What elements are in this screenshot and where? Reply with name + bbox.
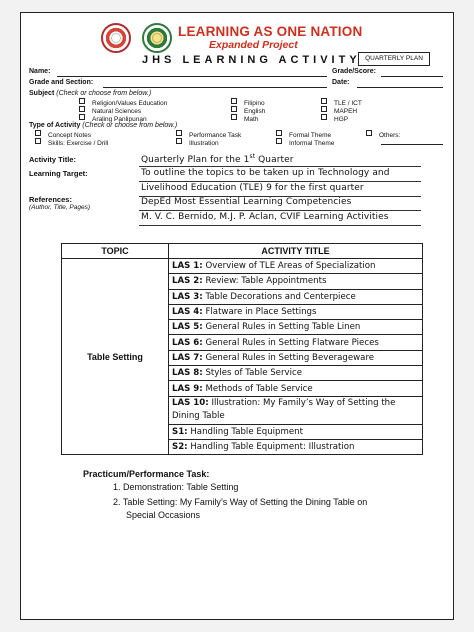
- activity-cell: LAS 8: Styles of Table Service: [169, 366, 423, 381]
- subject-label: Subject (Check or choose from below.): [29, 90, 152, 97]
- activity-title-label: Activity Title:: [29, 155, 76, 164]
- others-field[interactable]: [381, 144, 443, 145]
- type-illustration-checkbox[interactable]: Illustration: [176, 138, 219, 147]
- references-line1: DepEd Most Essential Learning Competencies: [141, 197, 352, 207]
- practicum-item-2-line1: 2. Table Setting: My Family’s Way of Setting the Dining Table on: [113, 497, 368, 507]
- activity-cell: S1: Handling Table Equipment: [169, 424, 423, 439]
- name-field[interactable]: [57, 76, 327, 77]
- type-concept-notes-checkbox[interactable]: Concept Notes: [35, 130, 91, 139]
- references-label: References:: [29, 195, 72, 204]
- subject-filipino-checkbox[interactable]: Filipino: [231, 98, 265, 107]
- brand-subtitle: Expanded Project: [209, 39, 298, 51]
- references-hint: (Author, Title, Pages): [29, 204, 90, 211]
- activity-cell: LAS 3: Table Decorations and Centerpiece: [169, 289, 423, 304]
- practicum-item-2-line2: Special Occasions: [126, 510, 201, 520]
- activity-column-header: ACTIVITY TITLE: [169, 244, 423, 259]
- quarterly-plan-badge: QUARTERLY PLAN: [358, 52, 430, 66]
- table-header-row: [62, 244, 423, 259]
- activity-cell: LAS 7: General Rules in Setting Beverageware: [169, 350, 423, 365]
- grade-score-label: Grade/Score:: [332, 68, 376, 75]
- activity-table: [61, 243, 423, 455]
- subject-hgp-checkbox[interactable]: HGP: [321, 114, 348, 123]
- activity-cell: LAS 10: Illustration: My Family’s Way of Setting the Dining Table: [169, 396, 423, 424]
- learning-target-line1: To outline the topics to be taken up in Technology and: [141, 168, 390, 178]
- subject-mapeh-checkbox[interactable]: MAPEH: [321, 106, 357, 115]
- learning-target-underline-1: [139, 181, 421, 182]
- type-label: Type of Activity (Check or choose from below.): [29, 122, 178, 129]
- type-performance-task-checkbox[interactable]: Performance Task: [176, 130, 241, 139]
- activity-title-line: [139, 166, 421, 167]
- activity-cell: S2: Handling Table Equipment: Illustration: [169, 439, 423, 454]
- references-line2: M. V. C. Bernido, M.J. P. Aclan, CVIF Learning Activities: [141, 212, 389, 222]
- learning-target-line2: Livelihood Education (TLE) 9 for the first quarter: [141, 183, 364, 193]
- references-underline-1: [139, 210, 421, 211]
- activity-cell: LAS 5: General Rules in Setting Table Linen: [169, 320, 423, 335]
- grade-section-label: Grade and Section:: [29, 79, 94, 86]
- activity-title-value: Quarterly Plan for the 1st Quarter: [141, 153, 294, 165]
- type-skills-checkbox[interactable]: Skills: Exercise / Drill: [35, 138, 108, 147]
- practicum-item-1: 1. Demonstration: Table Setting: [113, 482, 239, 492]
- activity-cell: LAS 9: Methods of Table Service: [169, 381, 423, 396]
- topic-column-header: TOPIC: [62, 244, 169, 259]
- topic-cell: Table Setting: [62, 259, 169, 455]
- date-label: Date:: [332, 79, 350, 86]
- activity-cell: LAS 4: Flatware in Place Settings: [169, 304, 423, 319]
- activity-cell: LAS 2: Review: Table Appointments: [169, 274, 423, 289]
- activity-cell: LAS 1: Overview of TLE Areas of Specialization: [169, 259, 423, 274]
- deped-seal-logo: [101, 23, 131, 53]
- references-underline-2: [139, 225, 421, 226]
- subject-math-checkbox[interactable]: Math: [231, 114, 258, 123]
- name-label: Name:: [29, 68, 51, 75]
- type-informal-theme-checkbox[interactable]: Informal Theme: [276, 138, 334, 147]
- learning-activity-sheet: [20, 12, 454, 620]
- activity-cell: LAS 6: General Rules in Setting Flatware Pieces: [169, 335, 423, 350]
- subject-religion-checkbox[interactable]: Religion/Values Education: [79, 98, 167, 107]
- grade-score-field[interactable]: [381, 76, 443, 77]
- subject-tle-checkbox[interactable]: TLE / ICT: [321, 98, 362, 107]
- date-field[interactable]: [357, 87, 443, 88]
- grade-section-field[interactable]: [103, 87, 327, 88]
- subject-ap-checkbox[interactable]: Araling Panlipunan: [79, 114, 147, 123]
- school-seal-logo: [142, 23, 172, 53]
- type-formal-theme-checkbox[interactable]: Formal Theme: [276, 130, 331, 139]
- subject-science-checkbox[interactable]: Natural Sciences: [79, 106, 141, 115]
- practicum-title: Practicum/Performance Task:: [83, 469, 210, 479]
- page-title: JHS LEARNING ACTIVITY: [142, 54, 361, 66]
- table-row: [62, 259, 423, 274]
- type-others-checkbox[interactable]: Others:: [366, 130, 400, 139]
- subject-english-checkbox[interactable]: English: [231, 106, 265, 115]
- learning-target-label: Learning Target:: [29, 169, 88, 178]
- brand-title: LEARNING AS ONE NATION: [178, 24, 363, 39]
